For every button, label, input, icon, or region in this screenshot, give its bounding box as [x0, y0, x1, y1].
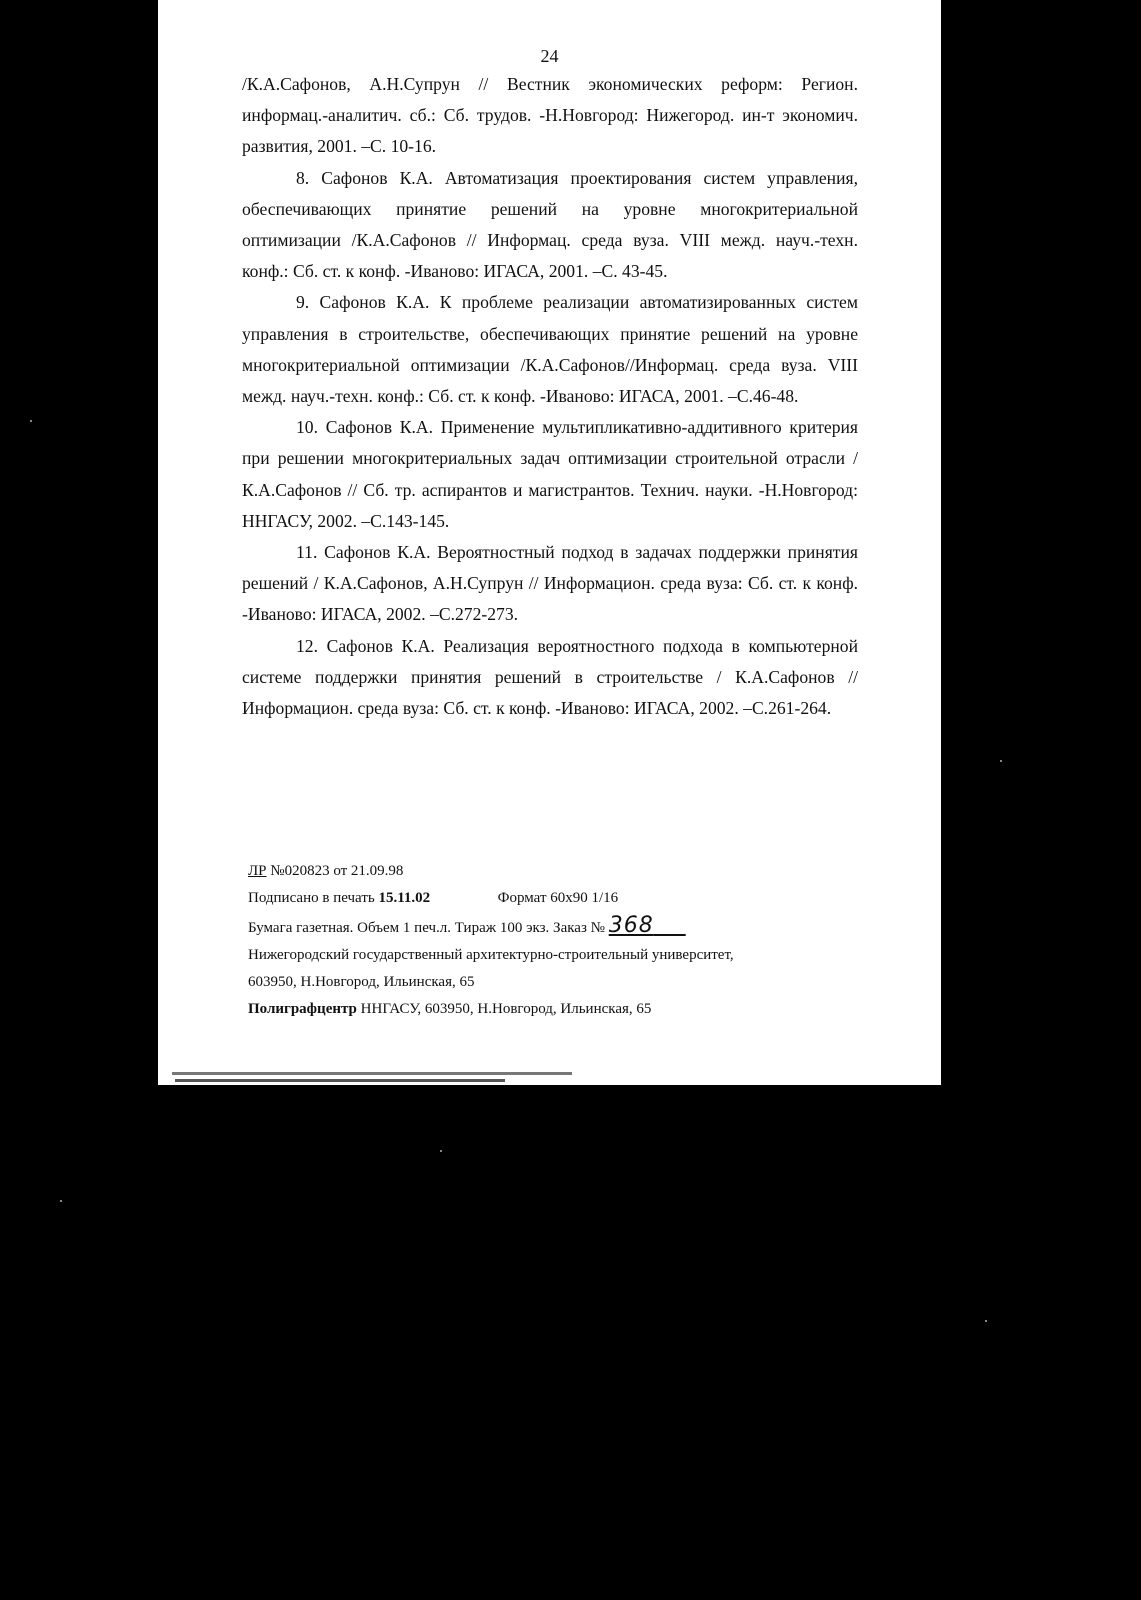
license-number: №020823 от 21.09.98	[270, 863, 404, 879]
scan-streak	[172, 1072, 572, 1075]
paper-line	[248, 912, 888, 942]
license-label: ЛР	[248, 863, 267, 879]
printshop-line	[248, 996, 888, 1023]
scan-speck	[985, 1320, 987, 1322]
paper-text: Бумага газетная. Объем 1 печ.л. Тираж 100 экз. Заказ №	[248, 920, 605, 936]
scan-speck	[60, 1200, 62, 1202]
reference-item: 8. Сафонов К.А. Автоматизация проектирования систем управления, обеспечивающих принятие решений на уровне многокритериальной оптимизации /К.А.Сафонов // Информац. среда вуза. VIII межд. науч.-техн. конф.: Сб. ст. к конф. -Иваново: ИГАСА, 2001. –С. 43-45.	[242, 167, 858, 282]
document-page	[158, 0, 941, 1085]
reference-item: 12. Сафонов К.А. Реализация вероятностного подхода в компьютерной системе поддержки принятия решений в строительстве / К.А.Сафонов //Информацион. среда вуза: Сб. ст. к конф. -Иваново: ИГАСА, 2002. –С.261-264.	[242, 635, 858, 719]
reference-list	[242, 69, 858, 724]
scan-speck	[440, 1150, 442, 1152]
license-line	[248, 858, 888, 885]
format-text: Формат 60x90 1/16	[497, 890, 619, 906]
imprint-block	[248, 858, 888, 1023]
signed-date: 15.11.02	[378, 890, 431, 906]
reference-item: 11. Сафонов К.А. Вероятностный подход в задачах поддержки принятия решений / К.А.Сафонов, А.Н.Супрун // Информацион. среда вуза: Сб. ст. к конф. -Иваново: ИГАСА, 2002. –С.272-273.	[242, 542, 858, 625]
printshop-text: ННГАСУ, 603950, Н.Новгород, Ильинская, 65	[360, 1001, 652, 1017]
scan-speck	[30, 420, 32, 422]
scan-streak	[175, 1079, 505, 1082]
order-number: 368	[608, 913, 654, 938]
page-number: 24	[540, 46, 559, 66]
reference-item: 10. Сафонов К.А. Применение мультипликативно-аддитивного критерия при решении многокритериальных задач оптимизации строительной отрасли /К.А.Сафонов // Сб. тр. аспирантов и магистрантов. Технич. науки. -Н.Новгород: ННГАСУ, 2002. –С.143-145.	[242, 417, 858, 531]
reference-item: 9. Сафонов К.А. К проблеме реализации автоматизированных систем управления в строительстве, обеспечивающих принятие решений на уровне многокритериальной оптимизации /К.А.Сафонов//Информац. среда вуза. VIII межд. науч.-техн. конф.: Сб. ст. к конф. -Иваново: ИГАСА, 2001. –С.46-48.	[242, 292, 858, 407]
signed-line	[248, 885, 888, 912]
scan-speck	[1000, 760, 1002, 762]
printshop-label: Полиграфцентр	[248, 1001, 357, 1017]
university-line: Нижегородский государственный архитектурно-строительный университет,	[248, 947, 734, 963]
signed-label: Подписано в печать	[248, 890, 375, 906]
address-line: 603950, Н.Новгород, Ильинская, 65	[248, 974, 475, 990]
reference-item: /К.А.Сафонов, А.Н.Супрун // Вестник экономических реформ: Регион. информац.-аналитич. сб.: Сб. трудов. -Н.Новгород: Нижегород. ин-т экономич. развития, 2001. –С. 10-16.	[242, 74, 858, 157]
